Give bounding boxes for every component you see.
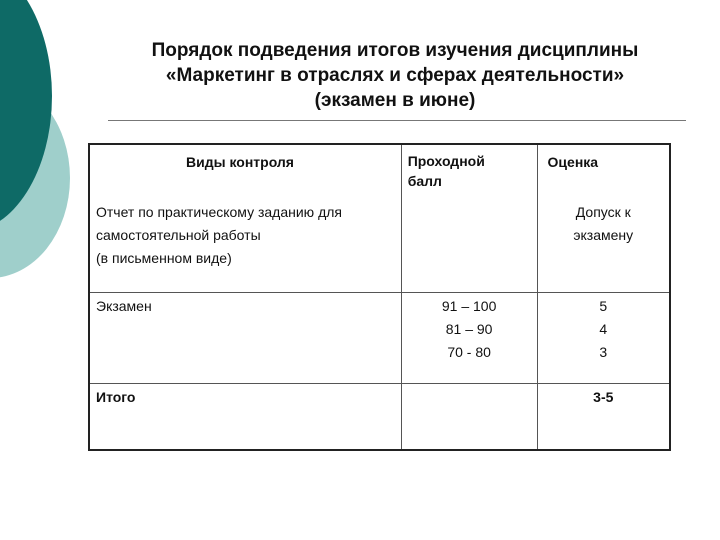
total-grade-cell (537, 383, 670, 450)
exam-scores-cell (401, 292, 537, 383)
exam-grade-4: 4 (599, 320, 608, 337)
report-label-cell (89, 199, 401, 292)
exam-grade-5: 5 (599, 297, 608, 314)
exam-score-3: 70 - 80 (447, 343, 491, 360)
table-row-total (89, 383, 670, 450)
table-row-report (89, 199, 670, 292)
report-label-line-2: самостоятельной работы (96, 227, 261, 244)
assessment-table (88, 143, 671, 451)
report-grade-line-2: экзамену (573, 227, 634, 244)
header-cell-grade (537, 144, 670, 199)
title-line-1: Порядок подведения итогов изучения дисциплины (151, 40, 639, 61)
exam-grades-cell (537, 292, 670, 383)
header-cell-passing-score (401, 144, 537, 292)
total-grade: 3-5 (593, 388, 614, 405)
exam-grade-3: 3 (599, 343, 608, 360)
report-grade-cell (537, 199, 670, 292)
header-passing-score-line-2: балл (407, 173, 442, 189)
header-grade: Оценка (547, 154, 599, 170)
exam-score-4: 81 – 90 (445, 320, 493, 337)
exam-label-cell (89, 292, 401, 383)
header-control-type: Виды контроля (186, 154, 294, 170)
total-label: Итого (96, 388, 136, 405)
slide-title (100, 38, 690, 113)
header-cell-control-type (89, 144, 401, 199)
exam-score-5: 91 – 100 (441, 297, 497, 314)
header-passing-score-line-1: Проходной (407, 153, 485, 169)
report-label-line-1: Отчет по практическому заданию для (96, 204, 342, 221)
total-label-cell (89, 383, 401, 450)
report-label-line-3: (в письменном виде) (96, 250, 232, 267)
report-grade-line-1: Допуск к (575, 204, 631, 221)
title-line-2: «Маркетинг в отраслях и сферах деятельности» (165, 65, 625, 86)
table-header-row (89, 144, 670, 199)
title-divider (108, 120, 686, 121)
total-score-cell (401, 383, 537, 450)
table-row-exam (89, 292, 670, 383)
title-line-3: (экзамен в июне) (314, 90, 476, 111)
exam-label: Экзамен (96, 297, 152, 314)
